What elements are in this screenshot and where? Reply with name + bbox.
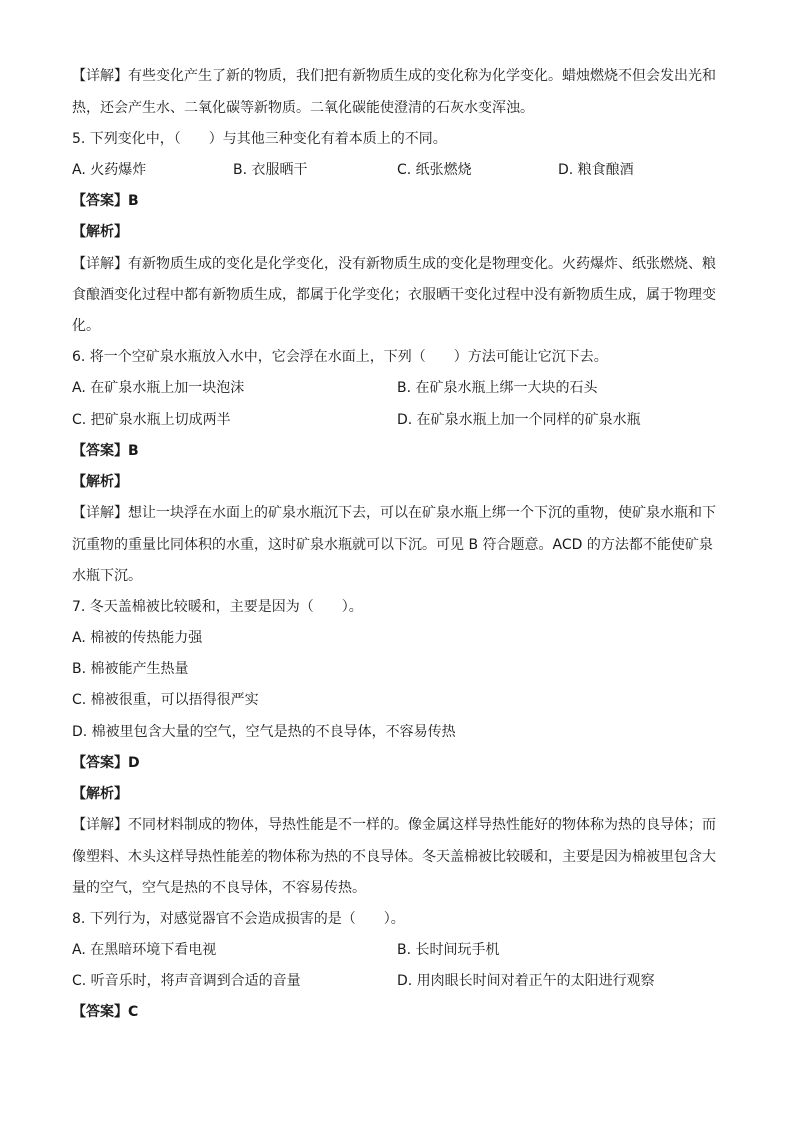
q6-detail-line-1: 【详解】想让一块浮在水面上的矿泉水瓶沉下去，可以在矿泉水瓶上绑一个下沉的重物，使矿泉水瓶和下: [72, 505, 716, 521]
q5-detail-line-2: 食酿酒变化过程中都有新物质生成，都属于化学变化；衣服晒干变化过程中没有新物质生成，属于物理变: [72, 287, 716, 303]
q7-stem: 7. 冬天盖棉被比较暖和，主要是因为（ ）。: [72, 599, 363, 615]
q7-option-b: B. 棉被能产生热量: [72, 661, 189, 677]
q5-detail-line-3: 化。: [72, 318, 100, 334]
q6-option-b: B. 在矿泉水瓶上绑一大块的石头: [397, 380, 598, 396]
q6-option-d: D. 在矿泉水瓶上加一个同样的矿泉水瓶: [397, 412, 641, 428]
q8-option-c: C. 听音乐时，将声音调到合适的音量: [72, 973, 301, 989]
q6-stem: 6. 将一个空矿泉水瓶放入水中，它会浮在水面上，下列（ ）方法可能让它沉下去。: [72, 349, 608, 365]
q7-detail-line-1: 【详解】不同材料制成的物体，导热性能是不一样的。像金属这样导热性能好的物体称为热的良导体；而: [72, 817, 716, 833]
q7-detail-line-3: 量的空气，空气是热的不良导体，不容易传热。: [72, 880, 366, 896]
q6-detail-line-3: 水瓶下沉。: [72, 568, 142, 584]
q8-stem: 8. 下列行为，对感觉器官不会造成损害的是（ ）。: [72, 911, 405, 927]
q5-option-b: B. 衣服晒干: [233, 162, 308, 178]
q5-answer: 【答案】B: [72, 193, 139, 209]
q8-answer: 【答案】C: [72, 1004, 139, 1020]
q6-analysis-label: 【解析】: [72, 474, 128, 490]
q7-option-a: A. 棉被的传热能力强: [72, 630, 203, 646]
q6-answer: 【答案】B: [72, 443, 139, 459]
q7-analysis-label: 【解析】: [72, 786, 128, 802]
q5-stem: 5. 下列变化中，（ ）与其他三种变化有着本质上的不同。: [72, 131, 447, 147]
q8-option-b: B. 长时间玩手机: [397, 942, 500, 958]
q8-option-d: D. 用肉眼长时间对着正午的太阳进行观察: [397, 973, 655, 989]
q5-option-c: C. 纸张燃烧: [397, 162, 472, 178]
q6-option-a: A. 在矿泉水瓶上加一块泡沫: [72, 380, 245, 396]
q4-detail-line-1: 【详解】有些变化产生了新的物质，我们把有新物质生成的变化称为化学变化。蜡烛燃烧不但会发出光和: [72, 68, 716, 84]
q5-detail-line-1: 【详解】有新物质生成的变化是化学变化，没有新物质生成的变化是物理变化。火药爆炸、纸张燃烧、粮: [72, 256, 716, 272]
q5-analysis-label: 【解析】: [72, 224, 128, 240]
q7-option-c: C. 棉被很重，可以捂得很严实: [72, 692, 259, 708]
q8-option-a: A. 在黑暗环境下看电视: [72, 942, 217, 958]
q6-detail-line-2: 沉重物的重量比同体积的水重，这时矿泉水瓶就可以下沉。可见 B 符合题意。ACD 的方法都不能使矿泉: [72, 537, 713, 553]
q7-answer: 【答案】D: [72, 755, 140, 771]
q4-detail-line-2: 热，还会产生水、二氧化碳等新物质。二氧化碳能使澄清的石灰水变浑浊。: [72, 100, 534, 116]
q5-option-a: A. 火药爆炸: [72, 162, 147, 178]
q5-option-d: D. 粮食酿酒: [558, 162, 634, 178]
q7-option-d: D. 棉被里包含大量的空气，空气是热的不良导体，不容易传热: [72, 724, 456, 740]
q6-option-c: C. 把矿泉水瓶上切成两半: [72, 412, 231, 428]
q7-detail-line-2: 像塑料、木头这样导热性能差的物体称为热的不良导体。冬天盖棉被比较暖和，主要是因为棉被里包含大: [72, 849, 716, 865]
